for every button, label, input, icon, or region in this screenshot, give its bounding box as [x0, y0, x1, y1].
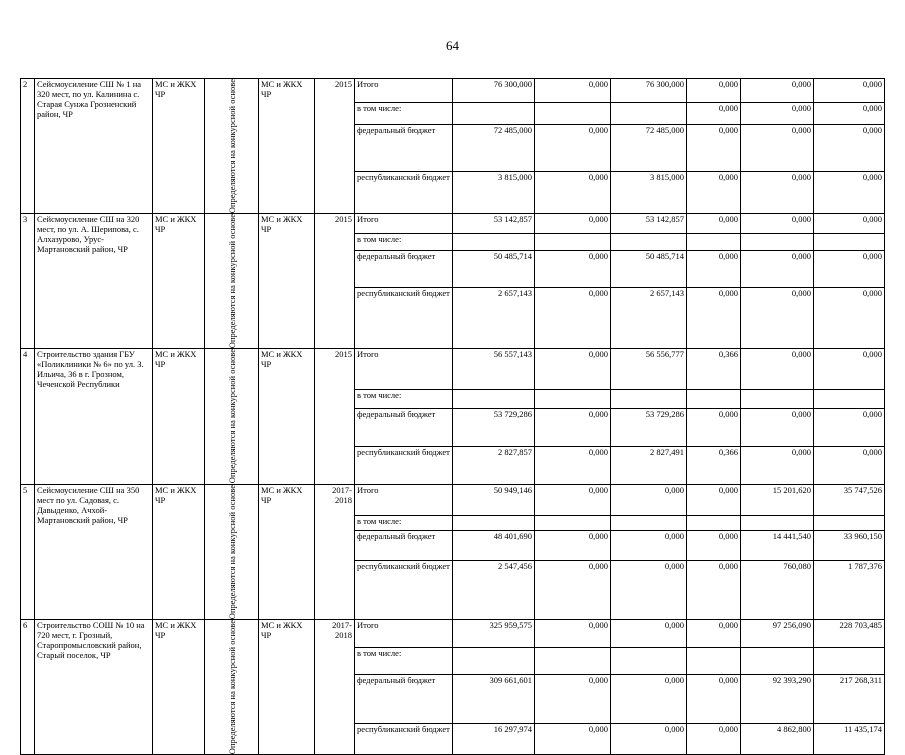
responsible-cell: МС и ЖКХ ЧР [259, 349, 315, 484]
project-name: Строительство здания ГБУ «Поликлиники № 6» по ул. З. Ильича, 36 в г. Грозном, Чеченской Республики [35, 349, 153, 484]
amount-cell: 0,000 [535, 349, 611, 390]
amount-cell: 0,000 [814, 349, 885, 390]
amount-cell: 0,000 [687, 171, 741, 213]
amount-cell [741, 389, 814, 408]
amount-cell: 0,000 [687, 675, 741, 724]
amount-cell: 0,000 [535, 619, 611, 647]
amount-cell [453, 103, 535, 125]
amount-cell: 76 300,000 [453, 79, 535, 103]
responsible-cell: МС и ЖКХ ЧР [259, 619, 315, 754]
amount-cell: 50 949,146 [453, 484, 535, 515]
contractor-cell [205, 214, 259, 349]
amount-cell: 0,000 [687, 288, 741, 349]
amount-cell: 0,000 [611, 619, 687, 647]
amount-cell: 3 815,000 [453, 171, 535, 213]
row-number: 5 [21, 484, 35, 619]
table-row [21, 214, 885, 233]
budget-table [20, 78, 885, 755]
amount-cell: 309 661,601 [453, 675, 535, 724]
amount-cell: 0,000 [741, 214, 814, 233]
amount-cell: 2 827,491 [611, 447, 687, 484]
amount-cell: 76 300,000 [611, 79, 687, 103]
amount-cell: 0,000 [611, 560, 687, 619]
table-row [21, 79, 885, 103]
amount-cell: 0,000 [814, 408, 885, 447]
amount-cell [814, 647, 885, 675]
amount-cell: 0,000 [687, 125, 741, 171]
amount-cell [687, 389, 741, 408]
funding-label: федеральный бюджет [355, 675, 453, 724]
amount-cell [814, 233, 885, 251]
amount-cell: 0,366 [687, 447, 741, 484]
amount-cell: 0,000 [535, 251, 611, 288]
amount-cell: 0,000 [741, 79, 814, 103]
responsible-cell: МС и ЖКХ ЧР [259, 214, 315, 349]
project-name: Сейсмоусиление СШ на 320 мест, по ул. А. Шерипова, с. Алхазурово, Урус-Мартановский район, ЧР [35, 214, 153, 349]
amount-cell: 0,000 [741, 349, 814, 390]
amount-cell: 0,000 [741, 447, 814, 484]
amount-cell [611, 233, 687, 251]
amount-cell: 0,000 [687, 408, 741, 447]
row-number: 4 [21, 349, 35, 484]
amount-cell [814, 389, 885, 408]
amount-cell: 0,000 [687, 530, 741, 560]
contractor-cell-text: Определяются на конкурсной основе [226, 214, 237, 349]
row-number: 2 [21, 79, 35, 214]
amount-cell: 14 441,540 [741, 530, 814, 560]
amount-cell: 0,000 [814, 103, 885, 125]
amount-cell: 217 268,311 [814, 675, 885, 724]
amount-cell [535, 233, 611, 251]
customer-cell: МС и ЖКХ ЧР [153, 619, 205, 754]
amount-cell: 92 393,290 [741, 675, 814, 724]
amount-cell: 53 729,286 [453, 408, 535, 447]
year-cell: 2015 [315, 214, 355, 349]
amount-cell: 0,000 [687, 103, 741, 125]
amount-cell: 53 142,857 [453, 214, 535, 233]
funding-label: в том числе: [355, 647, 453, 675]
funding-label: в том числе: [355, 233, 453, 251]
contractor-cell-text: Определяются на конкурсной основе [226, 79, 237, 214]
amount-cell: 0,000 [687, 724, 741, 755]
funding-label: в том числе: [355, 515, 453, 530]
amount-cell: 50 485,714 [453, 251, 535, 288]
amount-cell: 0,000 [611, 724, 687, 755]
funding-label: Итого [355, 619, 453, 647]
amount-cell: 0,000 [814, 171, 885, 213]
amount-cell: 0,000 [741, 171, 814, 213]
amount-cell: 2 547,456 [453, 560, 535, 619]
funding-label: федеральный бюджет [355, 251, 453, 288]
amount-cell: 0,000 [814, 125, 885, 171]
amount-cell: 228 703,485 [814, 619, 885, 647]
amount-cell [535, 515, 611, 530]
amount-cell: 16 297,974 [453, 724, 535, 755]
customer-cell: МС и ЖКХ ЧР [153, 79, 205, 214]
year-cell: 2017-2018 [315, 484, 355, 619]
amount-cell: 2 827,857 [453, 447, 535, 484]
amount-cell: 0,000 [535, 79, 611, 103]
amount-cell: 35 747,526 [814, 484, 885, 515]
year-cell: 2015 [315, 79, 355, 214]
amount-cell: 0,000 [611, 675, 687, 724]
page-number: 64 [446, 38, 459, 53]
amount-cell [741, 233, 814, 251]
amount-cell: 0,000 [741, 288, 814, 349]
amount-cell: 0,000 [741, 251, 814, 288]
customer-cell: МС и ЖКХ ЧР [153, 349, 205, 484]
amount-cell: 97 256,090 [741, 619, 814, 647]
contractor-cell [205, 79, 259, 214]
contractor-cell-text: Определяются на конкурсной основе [226, 484, 237, 619]
amount-cell: 0,000 [535, 724, 611, 755]
amount-cell [611, 647, 687, 675]
funding-label: Итого [355, 79, 453, 103]
amount-cell: 11 435,174 [814, 724, 885, 755]
responsible-cell: МС и ЖКХ ЧР [259, 484, 315, 619]
amount-cell: 0,000 [535, 447, 611, 484]
amount-cell: 0,000 [687, 214, 741, 233]
amount-cell: 53 729,286 [611, 408, 687, 447]
funding-label: федеральный бюджет [355, 125, 453, 171]
amount-cell [453, 233, 535, 251]
amount-cell: 0,000 [611, 484, 687, 515]
amount-cell [741, 647, 814, 675]
responsible-cell: МС и ЖКХ ЧР [259, 79, 315, 214]
amount-cell: 0,000 [814, 447, 885, 484]
amount-cell [687, 515, 741, 530]
customer-cell: МС и ЖКХ ЧР [153, 484, 205, 619]
amount-cell: 0,000 [535, 125, 611, 171]
amount-cell [814, 515, 885, 530]
amount-cell: 0,000 [535, 484, 611, 515]
funding-label: республиканский бюджет [355, 560, 453, 619]
amount-cell [687, 233, 741, 251]
funding-label: федеральный бюджет [355, 530, 453, 560]
amount-cell: 0,000 [741, 408, 814, 447]
amount-cell: 2 657,143 [453, 288, 535, 349]
amount-cell [535, 103, 611, 125]
amount-cell: 53 142,857 [611, 214, 687, 233]
amount-cell [535, 647, 611, 675]
amount-cell: 0,000 [535, 214, 611, 233]
amount-cell: 0,000 [687, 251, 741, 288]
amount-cell: 0,000 [535, 560, 611, 619]
amount-cell: 1 787,376 [814, 560, 885, 619]
amount-cell: 56 557,143 [453, 349, 535, 390]
amount-cell: 3 815,000 [611, 171, 687, 213]
project-name: Строительство СОШ № 10 на 720 мест, г. Грозный, Старопромысловский район, Старый поселок, ЧР [35, 619, 153, 754]
amount-cell [611, 389, 687, 408]
amount-cell: 0,000 [687, 484, 741, 515]
contractor-cell-text: Определяются на конкурсной основе [226, 349, 237, 484]
amount-cell [741, 515, 814, 530]
amount-cell: 72 485,000 [611, 125, 687, 171]
funding-label: федеральный бюджет [355, 408, 453, 447]
amount-cell: 0,000 [814, 288, 885, 349]
funding-label: Итого [355, 349, 453, 390]
funding-label: республиканский бюджет [355, 288, 453, 349]
amount-cell: 0,000 [535, 171, 611, 213]
project-name: Сейсмоусиление СШ № 1 на 320 мест, по ул. Калинина с. Старая Сунжа Грозненский район, ЧР [35, 79, 153, 214]
amount-cell: 0,000 [741, 125, 814, 171]
amount-cell: 0,000 [535, 675, 611, 724]
amount-cell: 325 959,575 [453, 619, 535, 647]
amount-cell: 0,366 [687, 349, 741, 390]
table-row [21, 484, 885, 515]
amount-cell [611, 103, 687, 125]
amount-cell [535, 389, 611, 408]
amount-cell: 0,000 [535, 408, 611, 447]
customer-cell: МС и ЖКХ ЧР [153, 214, 205, 349]
amount-cell [687, 647, 741, 675]
funding-label: республиканский бюджет [355, 724, 453, 755]
amount-cell: 56 556,777 [611, 349, 687, 390]
contractor-cell-text: Определяются на конкурсной основе [226, 619, 237, 754]
amount-cell: 72 485,000 [453, 125, 535, 171]
amount-cell: 0,000 [535, 288, 611, 349]
amount-cell [453, 647, 535, 675]
amount-cell: 0,000 [814, 214, 885, 233]
amount-cell: 0,000 [814, 79, 885, 103]
amount-cell [453, 389, 535, 408]
amount-cell: 0,000 [535, 530, 611, 560]
amount-cell: 4 862,800 [741, 724, 814, 755]
year-cell: 2015 [315, 349, 355, 484]
amount-cell [611, 515, 687, 530]
budget-table-body [21, 79, 885, 755]
amount-cell: 50 485,714 [611, 251, 687, 288]
amount-cell [453, 515, 535, 530]
amount-cell: 0,000 [687, 560, 741, 619]
amount-cell: 0,000 [687, 619, 741, 647]
funding-label: в том числе: [355, 389, 453, 408]
project-name: Сейсмоусиление СШ на 350 мест по ул. Садовая, с. Давыденко, Ачхой-Мартановский район, ЧР [35, 484, 153, 619]
year-cell: 2017-2018 [315, 619, 355, 754]
amount-cell: 2 657,143 [611, 288, 687, 349]
contractor-cell [205, 484, 259, 619]
funding-label: республиканский бюджет [355, 171, 453, 213]
amount-cell: 0,000 [687, 79, 741, 103]
funding-label: Итого [355, 214, 453, 233]
amount-cell: 15 201,620 [741, 484, 814, 515]
amount-cell: 0,000 [814, 251, 885, 288]
funding-label: республиканский бюджет [355, 447, 453, 484]
amount-cell: 0,000 [741, 103, 814, 125]
funding-label: Итого [355, 484, 453, 515]
table-row [21, 349, 885, 390]
contractor-cell [205, 349, 259, 484]
amount-cell: 48 401,690 [453, 530, 535, 560]
funding-label: в том числе: [355, 103, 453, 125]
table-row [21, 619, 885, 647]
row-number: 6 [21, 619, 35, 754]
amount-cell: 0,000 [611, 530, 687, 560]
amount-cell: 33 960,150 [814, 530, 885, 560]
amount-cell: 760,080 [741, 560, 814, 619]
row-number: 3 [21, 214, 35, 349]
